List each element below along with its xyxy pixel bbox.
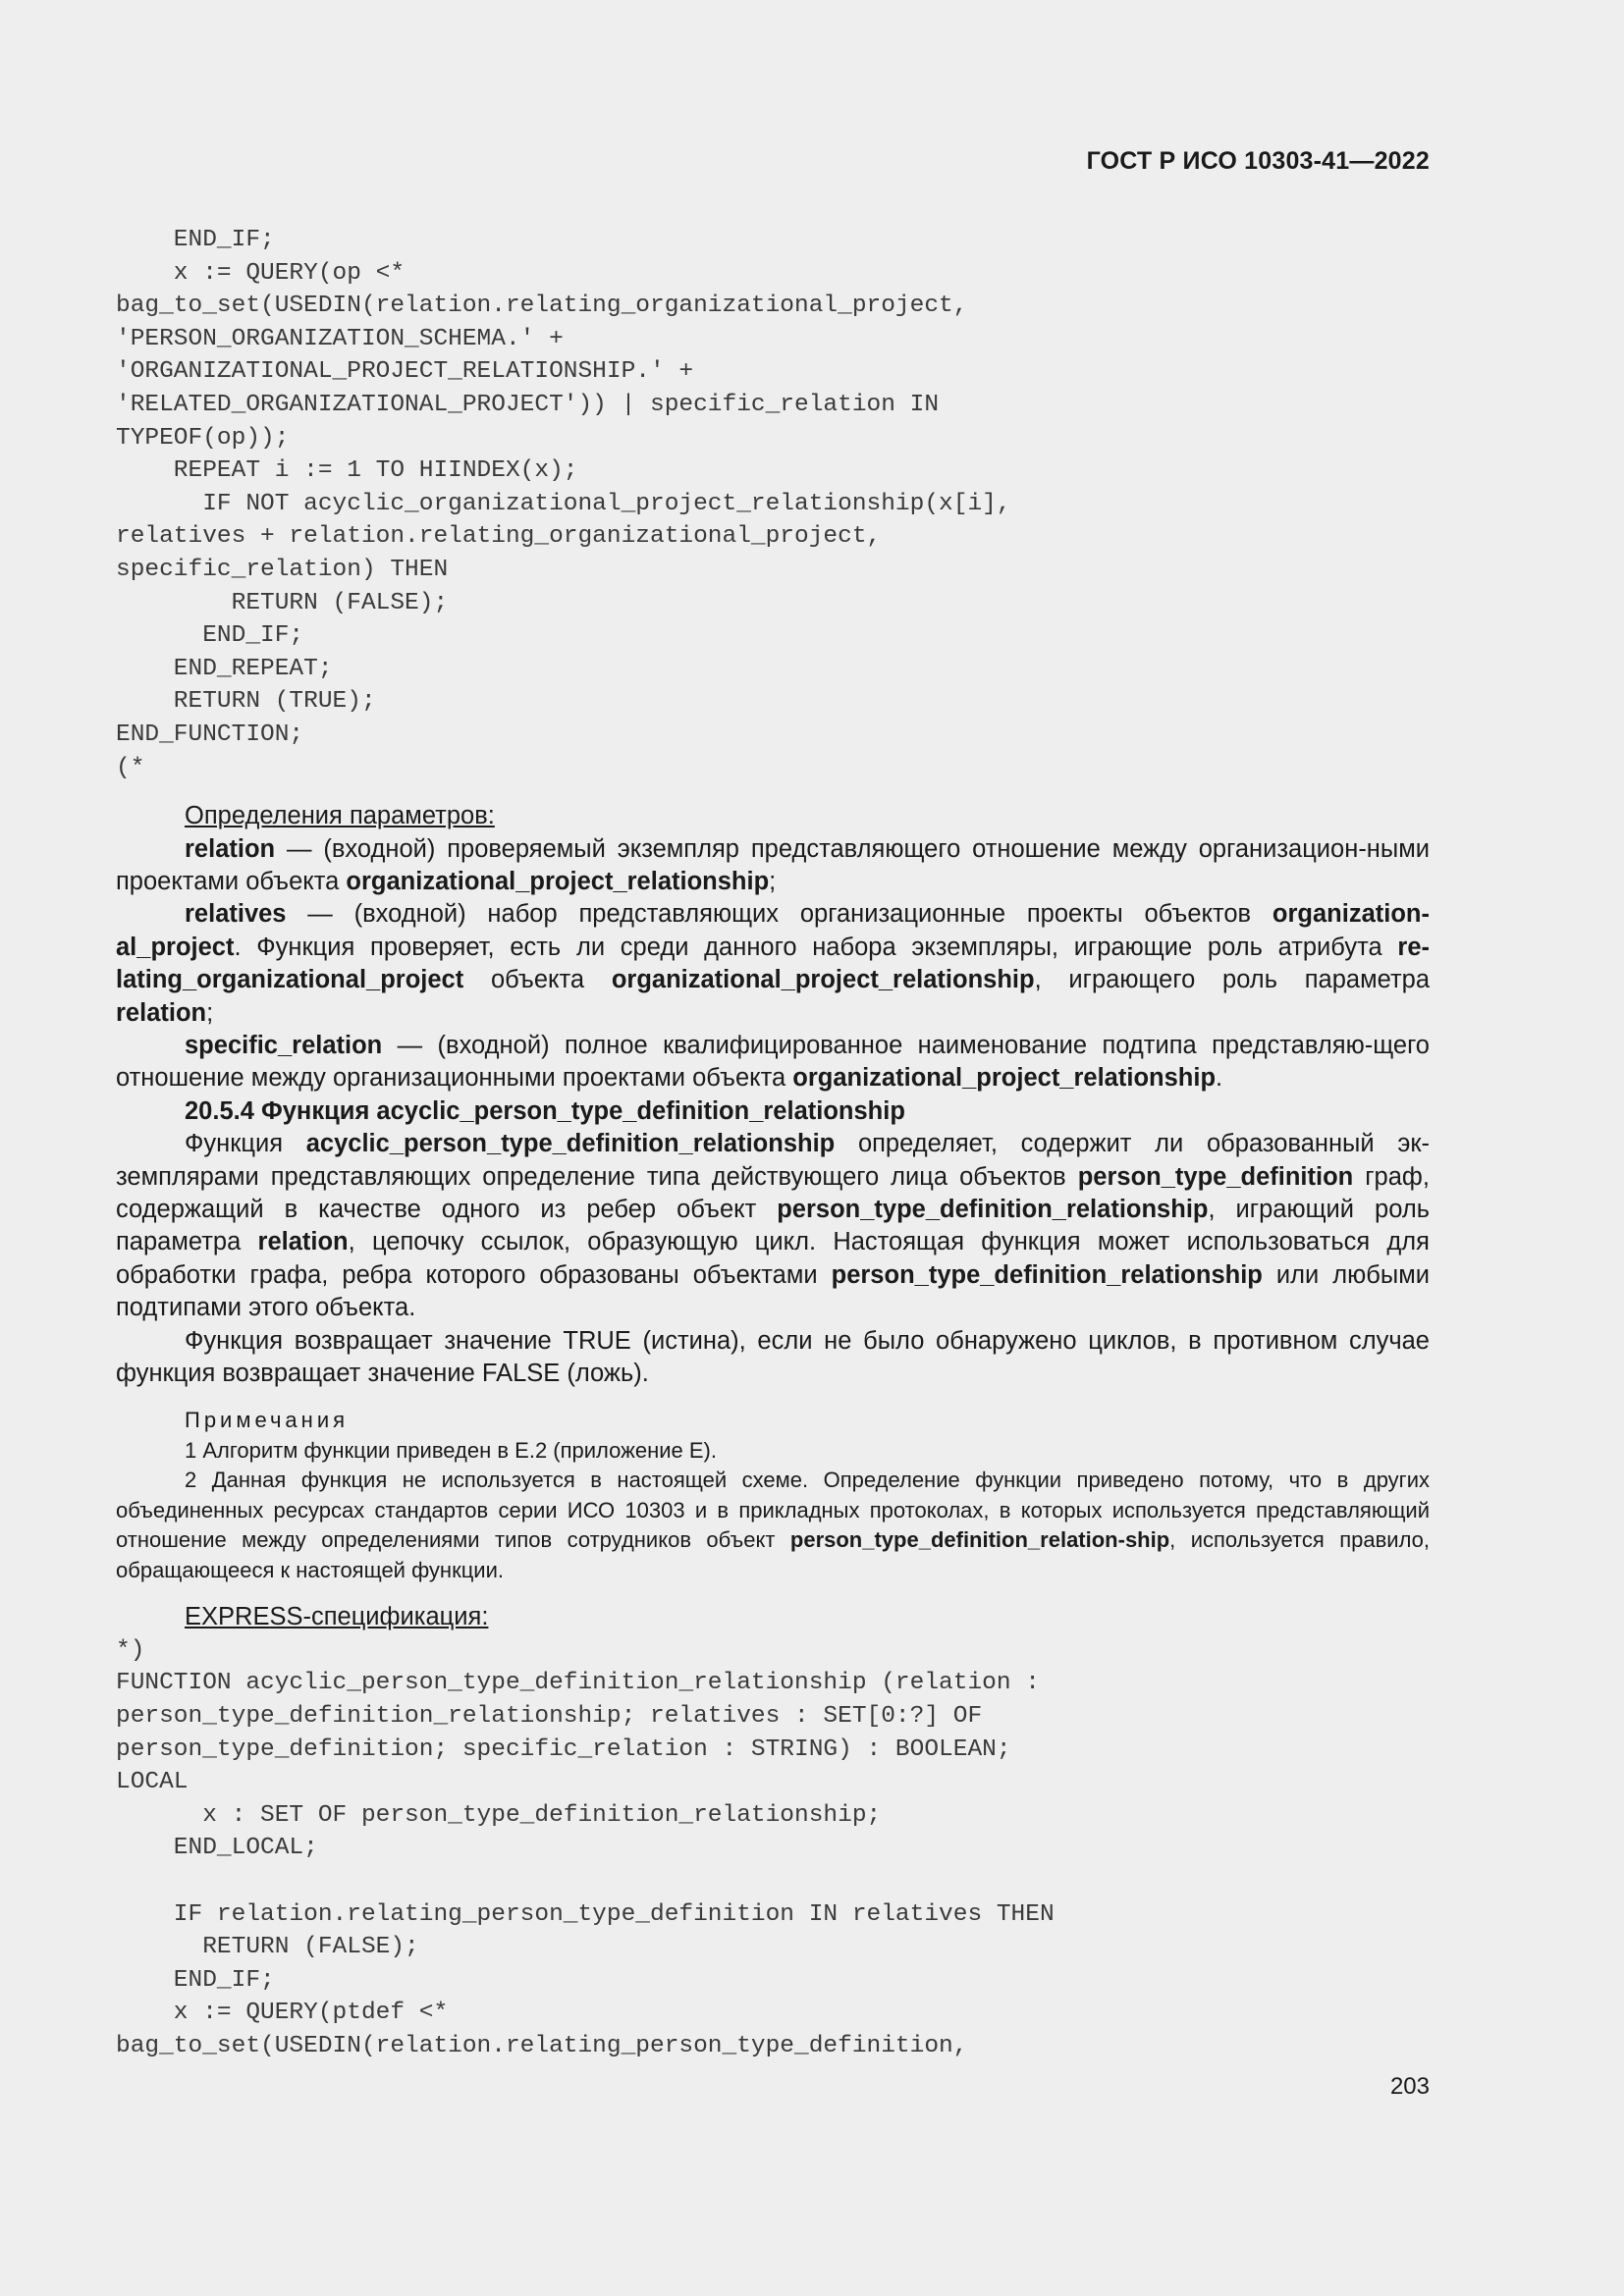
page-content <box>116 224 1430 2063</box>
parameter-definitions <box>116 800 1430 1390</box>
section-title: 20.5.4 Функция acyclic_person_type_definition_relationship <box>185 1096 905 1125</box>
document-header: ГОСТ Р ИСО 10303-41—2022 <box>1086 147 1430 175</box>
param-relatives: relatives — (входной) набор представляющих организационные проекты объектов organization-al_project. Функция проверяет, есть ли среди данного набора экземпляры, играющие роль атрибута re-lating_organizational_project объекта organizational_project_relationship, играющего роль параметра relation; <box>116 900 1430 1027</box>
param-relation: relation — (входной) проверяемый экземпляр представляющего отношение между организацион-ными проектами объекта organizational_project_relationship; <box>116 834 1430 895</box>
page-number: 203 <box>1389 2073 1430 2100</box>
code-block-function-start: *) FUNCTION acyclic_person_type_definition_relationship (relation : person_type_definition_relationship; relatives : SET[0:?] OF person_type_definition; specific_relation : STRING) : BOOLEAN; LOCAL x : SET OF person_type_definition_relationship; END_LOCAL; IF relation.relating_person_type_definition IN relatives THEN RETURN (FALSE); END_IF; x := QUERY(ptdef <* bag_to_set(USEDIN(relation.relating_person_type_definition, <box>116 1636 1055 2059</box>
express-heading: EXPRESS-спецификация: <box>185 1603 489 1631</box>
notes-block <box>116 1406 1430 1585</box>
express-heading-block <box>116 1601 1430 1633</box>
param-specific-relation: specific_relation — (входной) полное квалифицированное наименование подтипа представляю-щего отношение между организационными проектами объекта organizational_project_relationship. <box>116 1031 1430 1093</box>
note-1: 1 Алгоритм функции приведен в Е.2 (приложение Е). <box>185 1437 717 1463</box>
params-heading: Определения параметров: <box>185 802 495 830</box>
section-paragraph-1: Функция acyclic_person_type_definition_relationship определяет, содержит ли образованный эк-земплярами представляющих определение типа действующего лица объектов person_type_definition граф, содержащий в качестве одного из ребер объект person_type_definition_relationship, играющий роль параметра relation, цепочку ссылок, образующую цикл. Настоящая функция может использоваться для обработки графа, ребра которого образованы объектами person_type_definition_relationship или любыми подтипами этого объекта. <box>116 1130 1430 1322</box>
code-block-function-end: END_IF; x := QUERY(op <* bag_to_set(USEDIN(relation.relating_organizational_project, 'PERSON_ORGANIZATION_SCHEMA.' + 'ORGANIZATIONAL_PROJECT_RELATIONSHIP.' + 'RELATED_ORGANIZATIONAL_PROJECT')) | specific_relation IN TYPEOF(op)); REPEAT i := 1 TO HIINDEX(x); IF NOT acyclic_organizational_project_relationship(x[i], relatives + relation.relating_organizational_project, specific_relation) THEN RETURN (FALSE); END_IF; END_REPEAT; RETURN (TRUE); END_FUNCTION; (* <box>116 227 1011 781</box>
note-2: 2 Данная функция не используется в настоящей схеме. Определение функции приведено потому, что в других объединенных ресурсах стандартов серии ИСО 10303 и в прикладных протоколах, в которых используется представляющий отношение между определениями типов сотрудников объект person_type_definition_relation-ship, используется правило, обращающееся к настоящей функции. <box>116 1468 1430 1582</box>
section-paragraph-2: Функция возвращает значение TRUE (истина), если не было обнаружено циклов, в противном случае функция возвращает значение FALSE (ложь). <box>116 1326 1430 1387</box>
notes-title: Примечания <box>185 1408 350 1433</box>
